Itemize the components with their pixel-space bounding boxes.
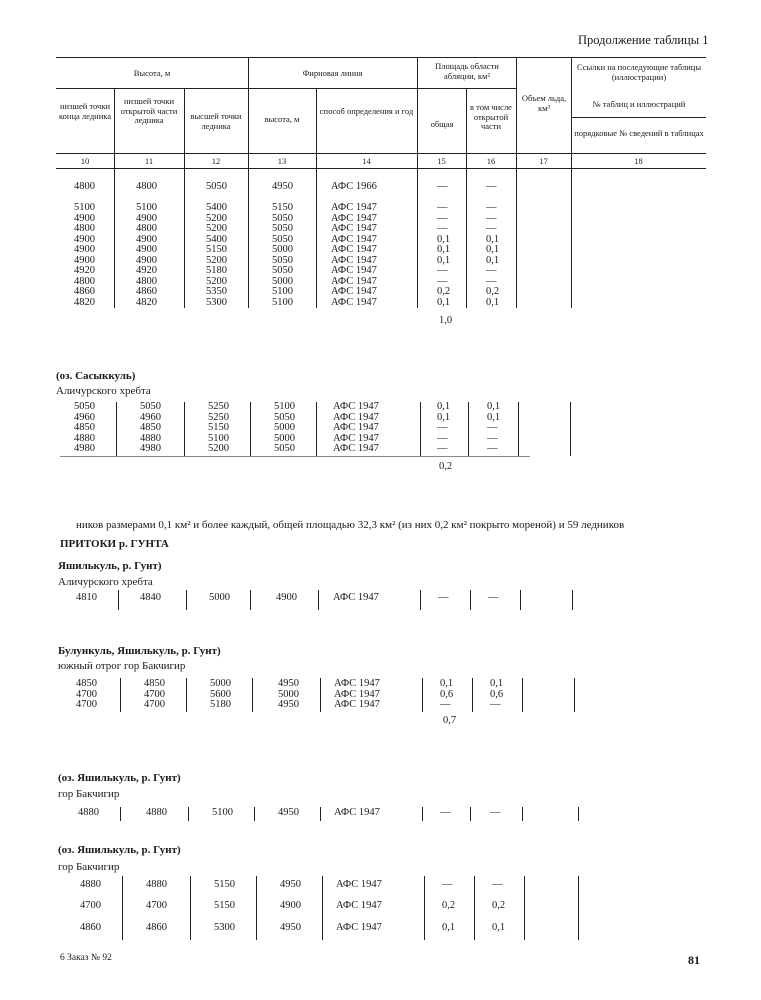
col-number: 16 [486, 156, 496, 166]
block-1-total: 1,0 [439, 315, 453, 326]
header-col15: общая [430, 119, 454, 129]
header-ice: Объем льда, км³ [521, 93, 567, 113]
block-4-subheading: южный отрог гор Бакчигир [58, 660, 186, 672]
continuation-title: Продолжение таблицы 1 [578, 33, 709, 47]
col-number: 10 [80, 156, 90, 166]
section-title: ПРИТОКИ р. ГУНТА [60, 538, 169, 550]
header-firn: Фирновая линия [302, 68, 363, 78]
header-refs: Ссылки на последующие таблицы (иллюстрации) [576, 62, 702, 82]
block-4-total: 0,7 [443, 715, 457, 726]
header-col18a: № таблиц и иллюстраций [592, 99, 686, 109]
header-col16: в том числе открытой части [470, 102, 512, 131]
header-col18b: порядковые № сведений в таблицах [574, 128, 704, 138]
block-2-total: 0,2 [439, 461, 453, 472]
col-number: 11 [144, 156, 154, 166]
summary-line: ников размерами 0,1 км² и более каждый, общей площадью 32,3 км² (из них 0,2 км² покрыто мореной) и 59 ледников [76, 519, 625, 531]
page-number: 81 [688, 953, 700, 967]
block-3-heading: Яшилькуль, р. Гунт) [58, 560, 162, 572]
header-col10: низшей точки конца ледника [58, 101, 112, 121]
col-number: 15 [437, 156, 446, 166]
block-4-heading: Булункуль, Яшилькуль, р. Гунт) [58, 645, 221, 657]
block-3-subheading: Аличурского хребта [58, 576, 153, 588]
block-5-heading: (оз. Яшилькуль, р. Гунт) [58, 772, 181, 784]
col-number: 12 [211, 156, 221, 166]
col-number: 17 [539, 156, 548, 166]
block-6-heading: (оз. Яшилькуль, р. Гунт) [58, 844, 181, 856]
block-5-subheading: гор Бакчигир [58, 788, 120, 800]
block-2-subheading: Аличурского хребта [56, 385, 151, 397]
header-area: Площадь области абляции, км² [435, 61, 499, 81]
block-2-heading: (оз. Сасыккуль) [56, 370, 136, 382]
col-number: 18 [634, 156, 643, 166]
header-vysota: Высота, м [133, 68, 171, 78]
header-col13: высота, м [264, 114, 300, 124]
header-col14: способ определения и год [319, 106, 414, 116]
block-6-subheading: гор Бакчигир [58, 861, 120, 873]
footer-order: 6 Заказ № 92 [60, 953, 112, 963]
header-col11: низшей точки открытой части ледника [120, 96, 178, 125]
header-col12: высшей точки ледника [190, 111, 242, 131]
col-number: 13 [277, 156, 287, 166]
col-number: 14 [362, 156, 371, 166]
